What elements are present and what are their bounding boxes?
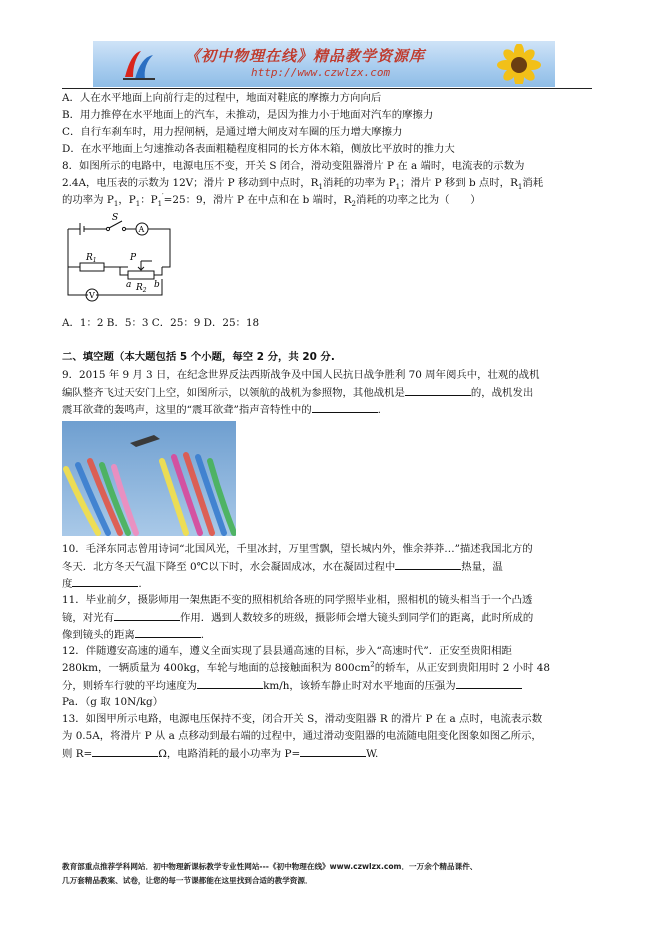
banner-url: http://www.czwlzx.com [251, 66, 391, 79]
q10-line-3: 度 . [62, 578, 142, 590]
q8-line-1: 8．如图所示的电路中，电源电压不变，开关 S 闭合，滑动变阻器滑片 P 在 a 端时，电流表的示数为 [62, 160, 525, 172]
r1-label: $R_1$ [86, 253, 97, 264]
ammeter-label: A [138, 225, 145, 234]
q9-blank-1[interactable] [405, 385, 471, 396]
q12-blank-2[interactable] [456, 678, 522, 689]
q9-blank-2[interactable] [312, 402, 378, 413]
r2-label: $R_2$ [136, 283, 147, 294]
end-a-label: a [126, 280, 132, 290]
sunflower-icon [489, 44, 549, 84]
q10-blank-2[interactable] [72, 576, 138, 587]
q12-line-2: 280km，一辆质量为 400kg，车轮与地面的总接触面积为 $800cm^2$的轿车，从正安到贵阳用时 2 小时 48 [62, 660, 550, 674]
footer-line-1: 教育部重点推荐学科网站．初中物理新课标教学专业性网站---《初中物理在线》www.czwlzx.com．一万余个精品课件、 [62, 862, 478, 871]
section-2-heading: 二、填空题（本大题包括 5 个小题，每空 2 分，共 20 分. [62, 351, 335, 363]
slider-label: P [130, 253, 137, 263]
q7-option-a: A．人在水平地面上向前行走的过程中，地面对鞋底的摩擦力方向向后 [62, 92, 382, 104]
site-logo-icon [119, 47, 159, 83]
q9-line-3: 震耳欲聋的轰鸣声，这里的“震耳欲聋”指声音特性中的 . [62, 404, 381, 416]
q8-options: A．1：2 B．5：3 C．25：9 D．25：18 [62, 317, 260, 329]
q7-option-d: D．在水平地面上匀速推动各表面粗糙程度相同的长方体木箱，侧放比平放时的推力大 [62, 143, 455, 155]
q8-line-3: 的功率为 $P_1$，$P_1$：$P_1'=25$：9，滑片 P 在中点和在 b 端时，$R_2$消耗的功率之比为（ ） [62, 192, 481, 209]
q13-line-3: 则 R= Ω，电路消耗的最小功率为 P= W. [62, 748, 379, 760]
q11-blank-1[interactable] [114, 610, 180, 621]
voltmeter-label: V [89, 291, 95, 300]
q11-line-3: 像到镜头的距离 . [62, 629, 205, 641]
q12-line-1: 12．伴随遵安高速的通车，遵义全面实现了县县通高速的目标，步入“高速时代”．正安至贵阳相距 [62, 645, 512, 657]
footer-line-2: 几万套精品教案、试卷，让您的每一节课都能在这里找到合适的教学资源． [62, 876, 313, 885]
q11-line-2: 镜，对光有 作用．遇到人数较多的班级，摄影师会增大镜头到同学们的距离，此时所成的 [62, 612, 534, 624]
q13-blank-1[interactable] [92, 746, 158, 757]
q11-blank-2[interactable] [135, 627, 201, 638]
q9-line-2: 编队整齐飞过天安门上空，如图所示，以领航的战机为参照物，其他战机是 的，战机发出 [62, 387, 534, 399]
q10-blank-1[interactable] [395, 559, 461, 570]
q7-option-c: C．自行车刹车时，用力捏闸柄，是通过增大闸皮对车圈的压力增大摩擦力 [62, 126, 403, 138]
aircraft-formation-photo [62, 421, 236, 536]
switch-label: S [112, 213, 119, 223]
header-rule [62, 88, 592, 89]
q11-line-1: 11．毕业前夕，摄影师用一架焦距不变的照相机给各班的同学照毕业相，照相机的镜头相当于一个凸透 [62, 594, 533, 606]
q9-line-1: 9．2015 年 9 月 3 日，在纪念世界反法西斯战争及中国人民抗日战争胜利 70 周年阅兵中，壮观的战机 [62, 369, 540, 381]
q12-line-3: 分，则轿车行驶的平均速度为 km/h，该轿车静止时对水平地面的压强为 [62, 678, 522, 693]
header-banner [93, 41, 555, 87]
circuit-diagram [62, 211, 182, 311]
end-b-label: b [154, 280, 160, 290]
q13-line-2: 为 0.5A，将滑片 P 从 a 点移动到最右端的过程中，通过滑动变阻器的电流随电阻变化图象如图乙所示， [62, 730, 542, 742]
q13-line-1: 13．如图甲所示电路，电源电压保持不变，闭合开关 S，滑动变阻器 R 的滑片 P 在 a 点时，电流表示数 [62, 713, 543, 725]
q12-line-4: Pa．（g 取 10N/kg） [62, 696, 164, 708]
q10-line-1: 10．毛泽东同志曾用诗词“北国风光，千里冰封，万里雪飘，望长城内外，惟余莽莽…”描述我国北方的 [62, 543, 533, 555]
q12-blank-1[interactable] [197, 678, 263, 689]
banner-title: 《初中物理在线》精品教学资源库 [185, 47, 426, 65]
q10-line-2: 冬天．北方冬天气温下降至 0℃以下时，水会凝固成冰，水在凝固过程中 热量，温 [62, 561, 503, 573]
q13-blank-2[interactable] [300, 746, 366, 757]
q8-line-2: 2.4A，电压表的示数为 12V；滑片 P 移动到中点时，$R_1$消耗的功率为 $P_1$；滑片 P 移到 b 点时，$R_1$消耗 [62, 177, 544, 192]
q7-option-b: B．用力推停在水平地面上的汽车，未推动，是因为推力小于地面对汽车的摩擦力 [62, 109, 434, 121]
